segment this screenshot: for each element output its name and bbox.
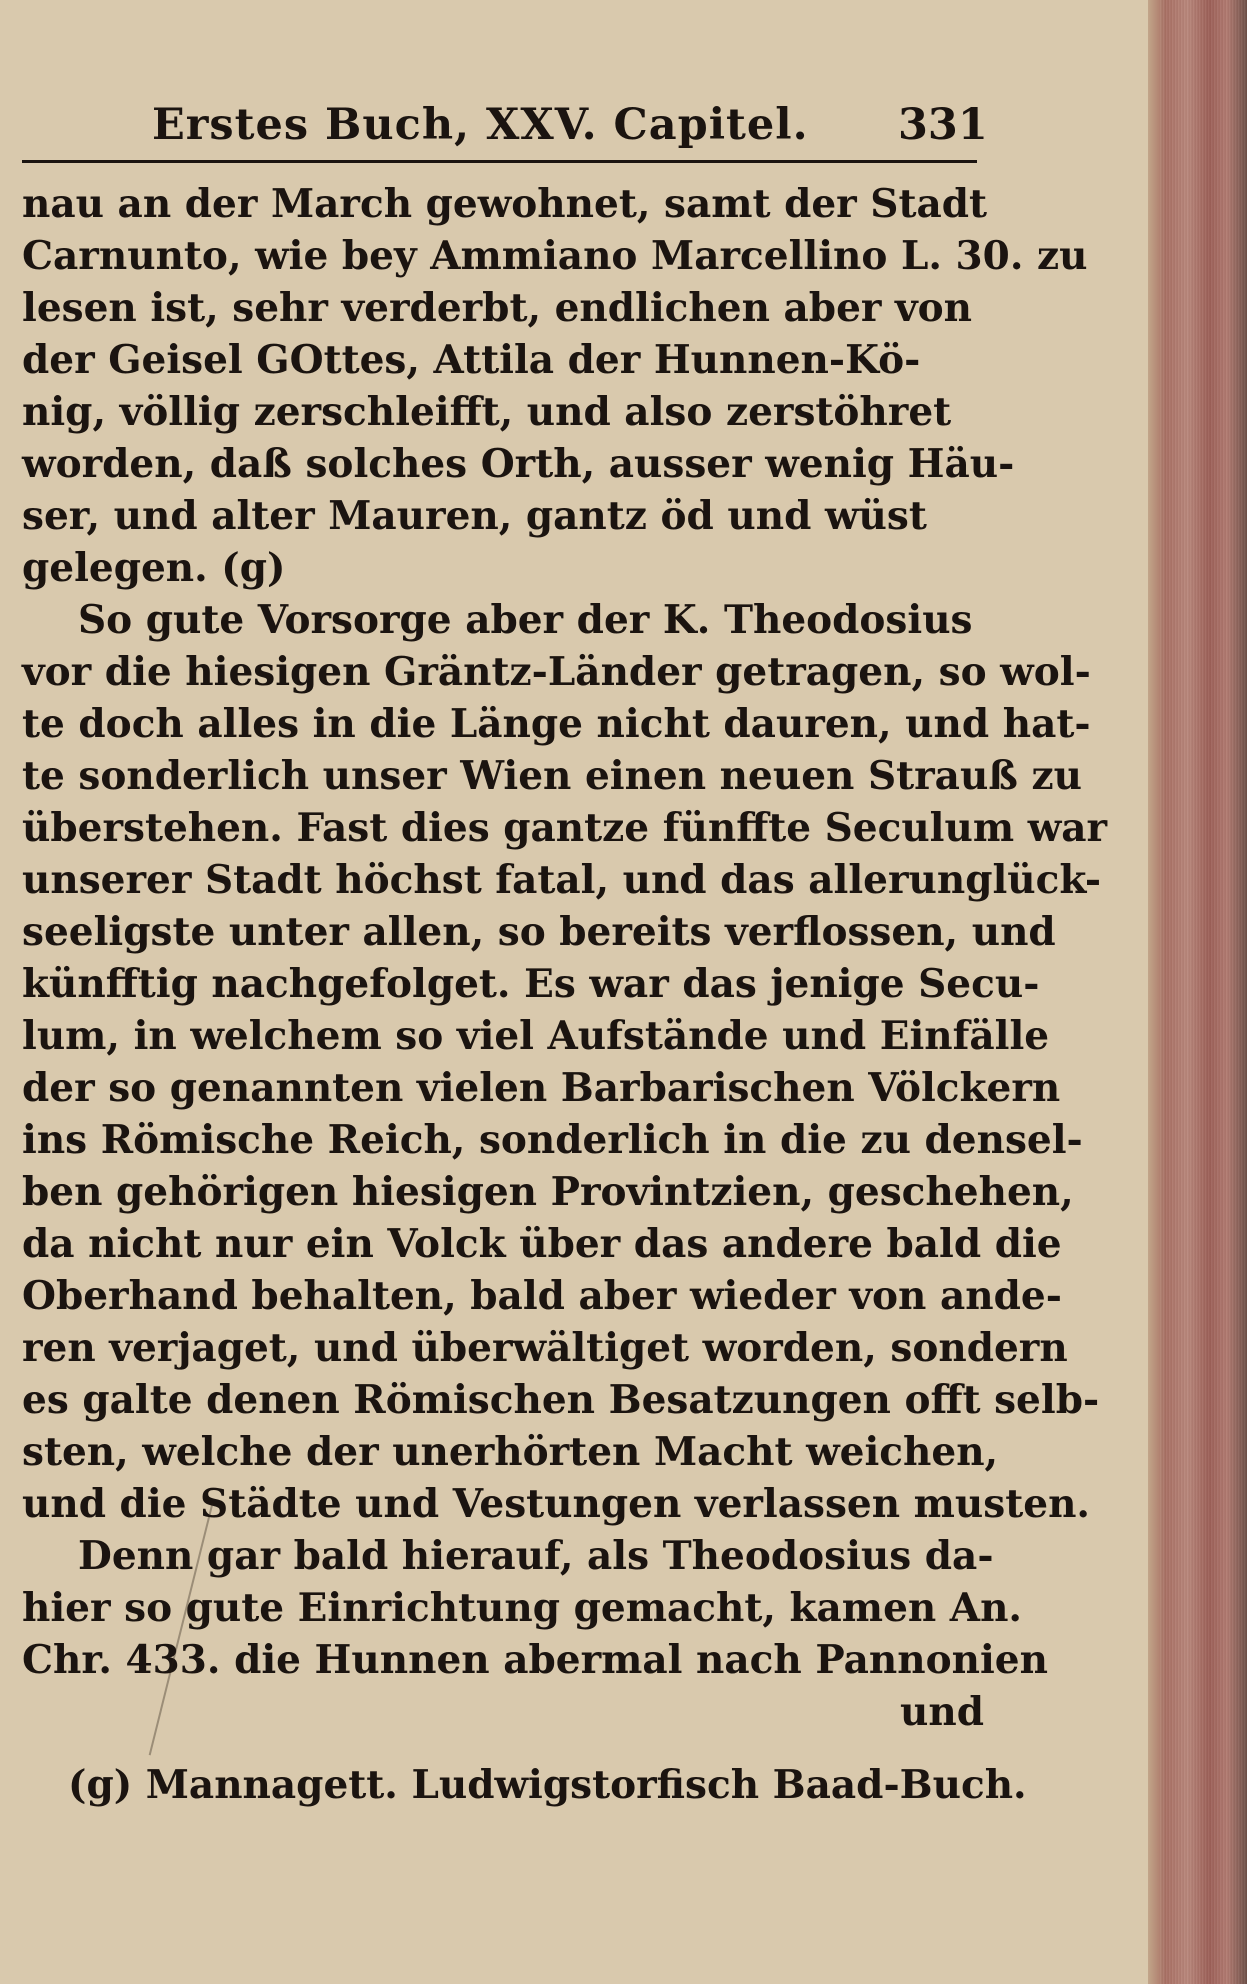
- text-line: gelegen. (g): [22, 545, 286, 591]
- text-line: der so genannten vielen Barbarischen Völckern: [22, 1065, 1061, 1111]
- text-line: Oberhand behalten, bald aber wieder von ande-: [22, 1273, 1062, 1319]
- running-title: Erstes Buch, XXV. Capitel.: [152, 100, 809, 150]
- text-line: ins Römische Reich, sonderlich in die zu densel-: [22, 1117, 1083, 1163]
- text-line: ser, und alter Mauren, gantz öd und wüst: [22, 493, 927, 539]
- header-rule: [22, 160, 977, 163]
- text-line: sten, welche der unerhörten Macht weichen,: [22, 1429, 999, 1475]
- text-line: lesen ist, sehr verderbt, endlichen aber von: [22, 285, 973, 331]
- catchword: und: [900, 1689, 984, 1735]
- text-line: Carnunto, wie bey Ammiano Marcellino L. 30. zu: [22, 233, 1088, 279]
- text-line: Denn gar bald hierauf, als Theodosius da-: [78, 1533, 994, 1579]
- text-line: nig, völlig zerschleifft, und also zerstöhret: [22, 389, 952, 435]
- footnote: (g) Mannagett. Ludwigstorfisch Baad-Buch.: [68, 1762, 1027, 1808]
- text-line: hier so gute Einrichtung gemacht, kamen An.: [22, 1585, 1023, 1631]
- text-line: unserer Stadt höchst fatal, und das allerunglück-: [22, 857, 1102, 903]
- text-line: und die Städte und Vestungen verlassen musten.: [22, 1481, 1091, 1527]
- text-line: nau an der March gewohnet, samt der Stadt: [22, 181, 988, 227]
- text-line: te sonderlich unser Wien einen neuen Strauß zu: [22, 753, 1083, 799]
- page-edge-texture: [1160, 0, 1247, 1984]
- text-line: seeligste unter allen, so bereits verflossen, und: [22, 909, 1056, 955]
- text-line: es galte denen Römischen Besatzungen offt selb-: [22, 1377, 1100, 1423]
- page-header: [22, 100, 988, 160]
- text-line: vor die hiesigen Gräntz-Länder getragen, so wol-: [22, 649, 1091, 695]
- text-line: te doch alles in die Länge nicht dauren, und hat-: [22, 701, 1091, 747]
- text-line: ren verjaget, und überwältiget worden, sondern: [22, 1325, 1068, 1371]
- text-line: der Geisel GOttes, Attila der Hunnen-Kö-: [22, 337, 921, 383]
- text-line: So gute Vorsorge aber der K. Theodosius: [78, 597, 973, 643]
- text-line: da nicht nur ein Volck über das andere bald die: [22, 1221, 1062, 1267]
- text-line: worden, daß solches Orth, ausser wenig Häu-: [22, 441, 1015, 487]
- text-line: Chr. 433. die Hunnen abermal nach Pannonien: [22, 1637, 1048, 1683]
- text-line: künfftig nachgefolget. Es war das jenige Secu-: [22, 961, 1040, 1007]
- text-line: überstehen. Fast dies gantze fünffte Seculum war: [22, 805, 1108, 851]
- page-number: 331: [898, 100, 988, 150]
- body-text: [22, 178, 1108, 1738]
- text-line: ben gehörigen hiesigen Provintzien, geschehen,: [22, 1169, 1074, 1215]
- text-line: lum, in welchem so viel Aufstände und Einfälle: [22, 1013, 1050, 1059]
